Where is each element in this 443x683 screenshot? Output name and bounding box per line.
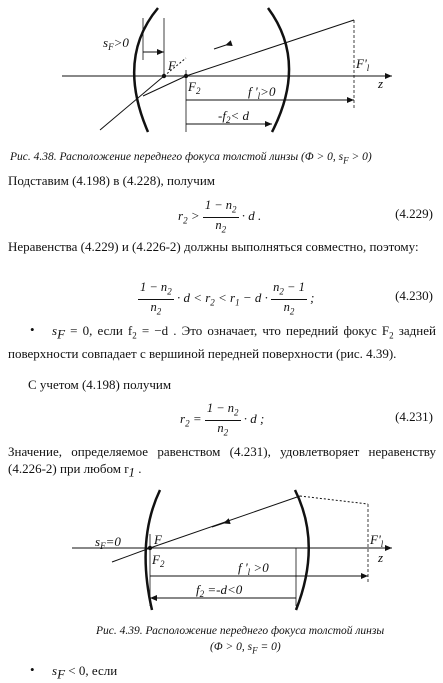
eq-number-4-231: (4.231) [395, 409, 433, 424]
focus-F2-point [184, 74, 188, 78]
eq-number-4-229: (4.229) [395, 206, 433, 221]
caption-4-39-line1: Рис. 4.39. Расположение переднего фокуса толстой линзы [96, 625, 385, 637]
ray-arrow [214, 45, 226, 49]
focus-point-2 [148, 546, 152, 550]
figure-4-38-diagram [0, 0, 443, 150]
ray-2-ext [300, 496, 368, 504]
ray-inner [186, 20, 354, 76]
paragraph-inequalities: Неравенства (4.229) и (4.226-2) должны выполняться совместно, поэтому: [8, 239, 419, 254]
label-f1: f '$_l>0$ [248, 84, 276, 101]
equation-4-230: $\frac{1 - n_2}{n_2}$ · $d < r_2 < r_1 - d$ · $\frac{n_2 - 1}{n_2}$ ; (4.230) [140, 280, 433, 316]
label-f2-2: $f_2 =-d<0$ [196, 582, 243, 599]
figure-4-39-diagram [0, 484, 443, 622]
equation-4-231: $r_2$ = $\frac{1 - n_2}{n_2}$ · d ; (4.231) [180, 401, 433, 437]
label-F1p: $F'_l$ [356, 56, 370, 73]
label-F1p-2: $F'_l$ [370, 532, 384, 549]
figure-4-38 [0, 0, 443, 150]
ray-2-arrow [212, 523, 224, 527]
paragraph-value: Значение, определяемое равенством (4.231), удовлетворяет неравенству (4.226-2) при любом $r_1$ . [8, 444, 436, 480]
paragraph-bullet-1: $s_F = 0$, если $f_2 = -d$ . Это означает, что передний фокус $F_2$ задней поверхности совпадает с вершиной передней поверхности (рис. 4.39). [8, 323, 436, 361]
front-surface [134, 8, 158, 132]
bullet-2-mark: • [30, 662, 35, 677]
front-surface-2 [146, 490, 160, 610]
paragraph-with-account: С учетом (4.198) получим [28, 377, 172, 392]
paragraph-bullet-2: $s_F < 0$, если [52, 663, 118, 682]
label-F2: $F_2$ [188, 79, 201, 96]
ray-outer [100, 76, 164, 130]
ray-2-left [112, 548, 150, 562]
label-f2: $-f_2< d$ [218, 108, 249, 125]
label-z-2: z [378, 550, 384, 565]
equation-4-229: $r_2$ > $\frac{1 - n_2}{n_2}$ · d . (4.229) [178, 198, 433, 234]
ray-2 [150, 496, 300, 548]
focus-F-point [162, 74, 166, 78]
back-surface-2 [295, 490, 309, 610]
label-sf: $s_F>0$ [103, 35, 129, 52]
label-z: z [378, 76, 384, 91]
back-surface [268, 8, 289, 132]
bullet-1-mark: • [30, 322, 35, 337]
label-f1-2: f '$_l >0$ [238, 560, 269, 577]
eq-number-4-230: (4.230) [395, 288, 433, 303]
label-F-2: F [154, 532, 162, 547]
caption-4-39-line2: (Φ > 0, $s_F = 0$) [210, 641, 281, 656]
label-sf-2: $s_F=0$ [95, 534, 121, 551]
label-F: F [168, 58, 176, 73]
caption-4-38: Рис. 4.38. Расположение переднего фокуса толстой линзы (Φ > 0, $s_F > 0$) [10, 151, 372, 166]
label-F2-2: $F_2$ [152, 552, 165, 569]
ray-inner-ext [143, 76, 186, 96]
figure-4-39 [0, 484, 443, 622]
paragraph-substitute: Подставим (4.198) в (4.228), получим [8, 173, 216, 188]
